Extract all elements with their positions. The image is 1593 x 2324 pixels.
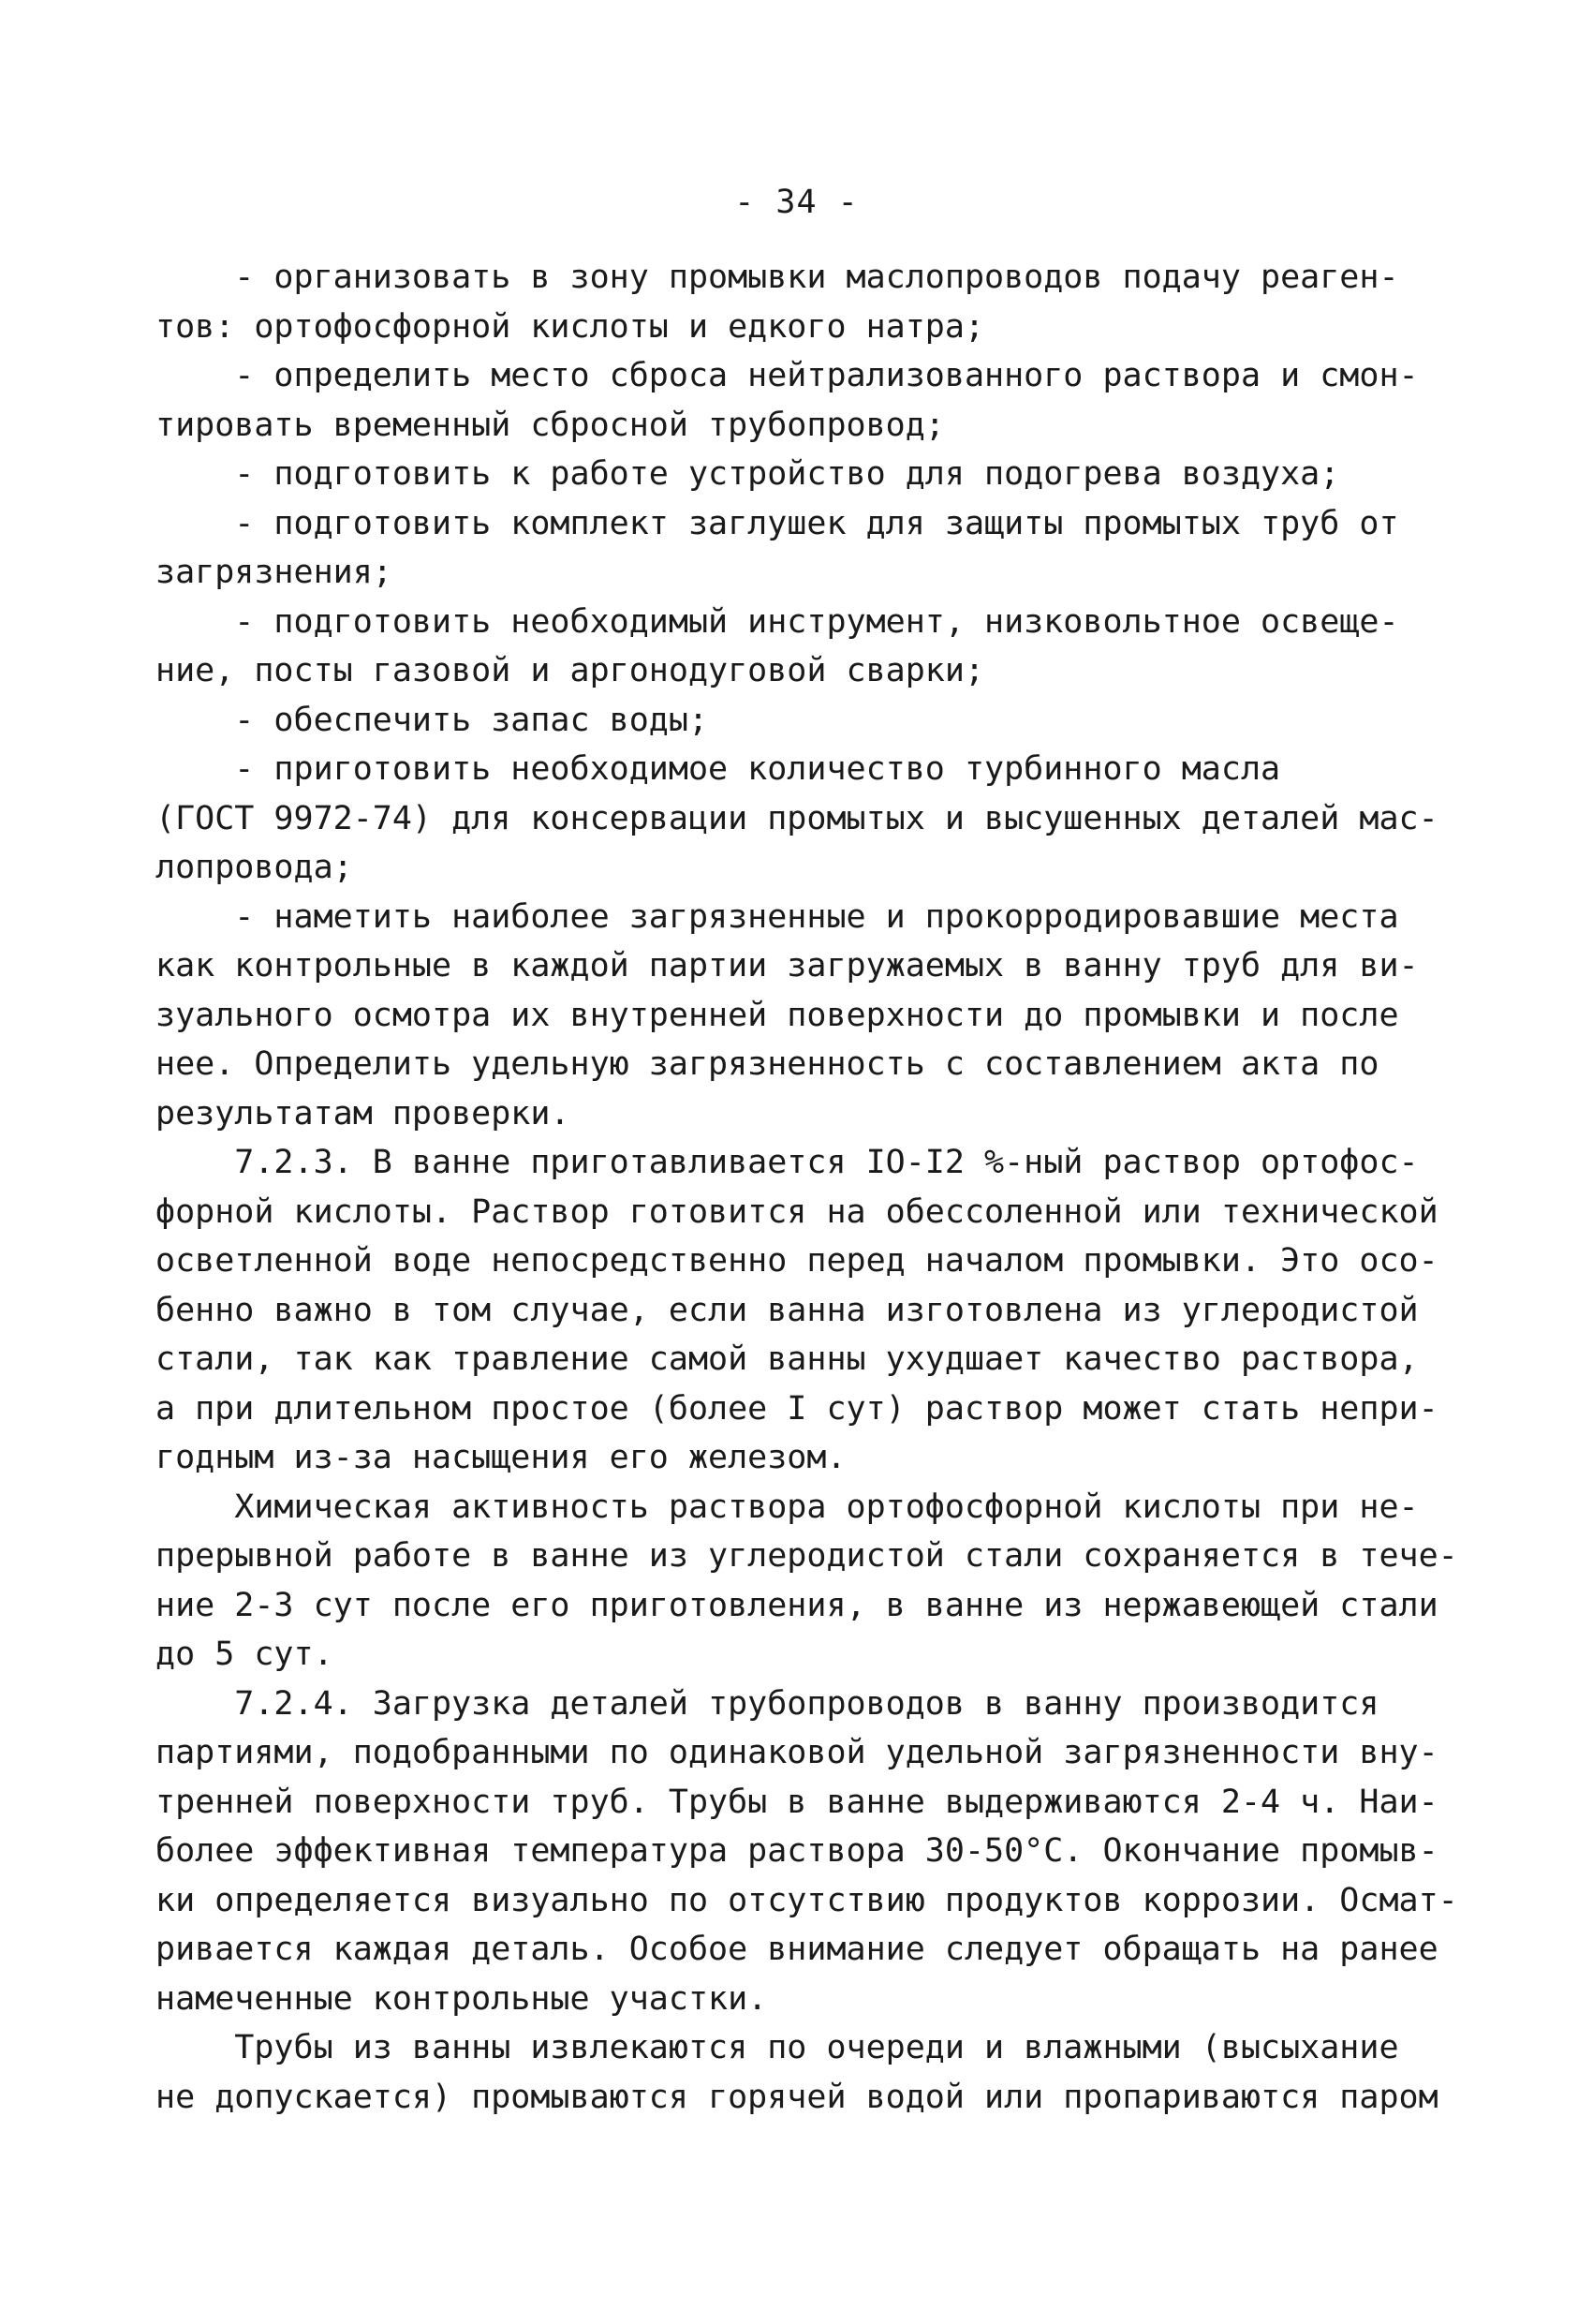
text-line: тренней поверхности труб. Трубы в ванне выдерживаются 2-4 ч. Наи- — [155, 1783, 1438, 1821]
text-line: а при длительном простое (более I сут) раствор может стать непри- — [155, 1389, 1438, 1428]
text-line: партиями, подобранными по одинаковой удельной загрязненности вну- — [155, 1734, 1438, 1771]
text-line: не допускается) промываются горячей водой или пропариваются паром — [155, 2078, 1438, 2116]
text-line: 7.2.3. В ванне приготавливается IO-I2 %-ный раствор ортофос- — [155, 1144, 1419, 1181]
text-line: прерывной работе в ванне из углеродистой стали сохраняется в тече- — [155, 1537, 1458, 1575]
text-line: - подготовить необходимый инструмент, низковольтное освеще- — [155, 602, 1399, 641]
text-line: - определить место сброса нейтрализованного раствора и смон- — [155, 357, 1419, 394]
text-line: лопровода; — [155, 849, 353, 886]
text-line: ние 2-3 сут после его приготовления, в ванне из нержавеющей стали — [155, 1586, 1438, 1624]
page-number: - 34 - — [734, 184, 859, 221]
text-line: до 5 сут. — [155, 1636, 333, 1673]
text-line: загрязнения; — [155, 554, 392, 591]
text-line: - подготовить комплект заглушек для защиты промытых труб от — [155, 504, 1399, 542]
text-line: ривается каждая деталь. Особое внимание следует обращать на ранее — [155, 1931, 1438, 1968]
text-line: стали, так как травление самой ванны ухудшает качество раствора, — [155, 1340, 1419, 1378]
text-line: годным из-за насыщения его железом. — [155, 1439, 847, 1476]
body-text — [155, 253, 1458, 2122]
text-line: нее. Определить удельную загрязненность с составлением акта по — [155, 1045, 1379, 1083]
text-line: результатам проверки. — [155, 1094, 570, 1132]
text-line: - наметить наиболее загрязненные и прокорродировавшие места — [155, 897, 1399, 936]
text-line: тов: ортофосфорной кислоты и едкого натра; — [155, 307, 985, 346]
text-line: - приготовить необходимое количество турбинного масла — [155, 750, 1281, 788]
text-line: тировать временный сбросной трубопровод; — [155, 406, 945, 444]
text-line: Химическая активность раствора ортофосфорной кислоты при не- — [155, 1488, 1419, 1526]
text-line: зуального осмотра их внутренней поверхности до промывки и после — [155, 996, 1399, 1034]
text-line: форной кислоты. Раствор готовится на обессоленной или технической — [155, 1192, 1438, 1231]
text-line: - подготовить к работе устройство для подогрева воздуха; — [155, 455, 1340, 493]
text-line: как контрольные в каждой партии загружаемых в ванну труб для ви- — [155, 947, 1419, 984]
text-line: (ГОСТ 9972-74) для консервации промытых и высушенных деталей мас- — [155, 799, 1438, 837]
text-line: осветленной воде непосредственно перед началом промывки. Это осо- — [155, 1242, 1438, 1280]
text-line: ние, посты газовой и аргонодуговой сварки; — [155, 652, 985, 689]
text-line: - обеспечить запас воды; — [155, 701, 709, 739]
text-line: Трубы из ванны извлекаются по очереди и влажными (высыхание — [155, 2029, 1399, 2066]
text-line: 7.2.4. Загрузка деталей трубопроводов в ванну производится — [155, 1684, 1379, 1723]
text-line: бенно важно в том случае, если ванна изготовлена из углеродистой — [155, 1291, 1419, 1329]
text-line: ки определяется визуально по отсутствию продуктов коррозии. Осмат- — [155, 1881, 1458, 1919]
text-line: - организовать в зону промывки маслопроводов подачу реаген- — [155, 259, 1399, 296]
text-line: более эффективная температура раствора 30-50°С. Окончание промыв- — [155, 1832, 1438, 1870]
text-line: намеченные контрольные участки. — [155, 1979, 768, 2018]
